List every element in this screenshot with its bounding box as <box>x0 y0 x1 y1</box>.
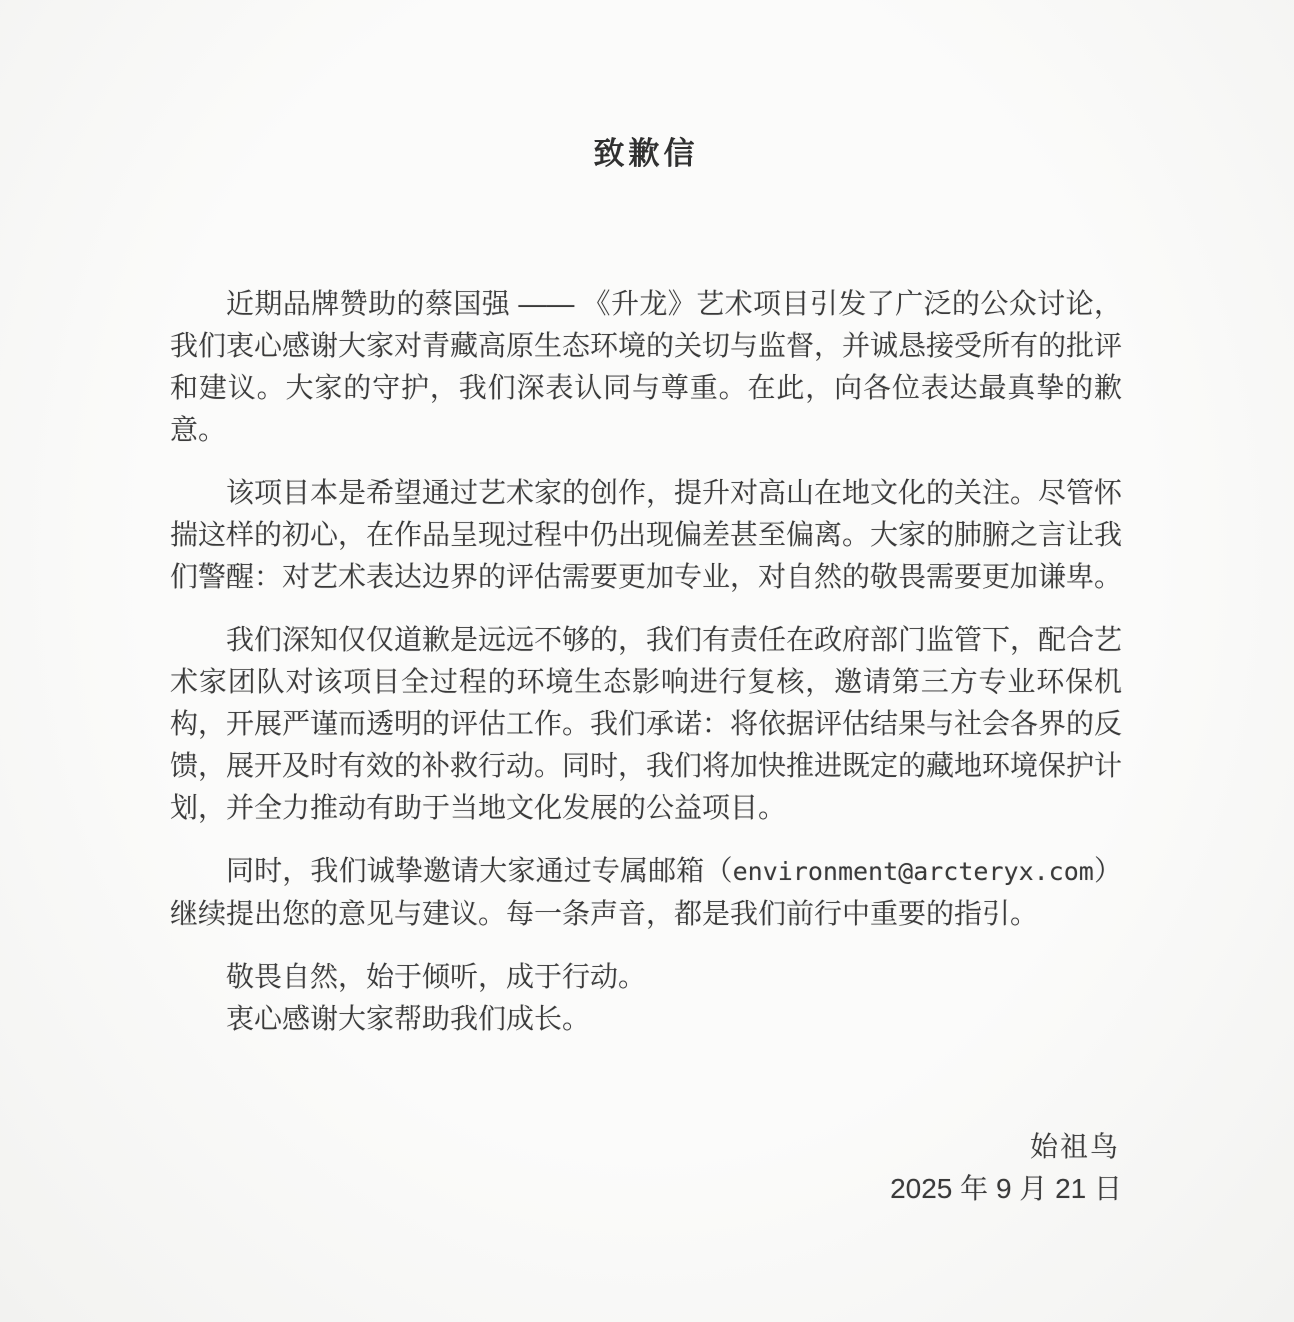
letter-paragraph-2: 该项目本是希望通过艺术家的创作，提升对高山在地文化的关注。尽管怀揣这样的初心，在作品呈现过程中仍出现偏差甚至偏离。大家的肺腑之言让我们警醒：对艺术表达边界的评估需要更加专业，对自然的敬畏需要更加谦卑。 <box>170 477 1123 592</box>
letter-paragraph-3: 我们深知仅仅道歉是远远不够的，我们有责任在政府部门监管下，配合艺术家团队对该项目全过程的环境生态影响进行复核，邀请第三方专业环保机构，开展严谨而透明的评估工作。我们承诺：将依据评估结果与社会各界的反馈，展开及时有效的补救行动。同时，我们将加快推进既定的藏地环境保护计划，并全力推动有助于当地文化发展的公益项目。 <box>170 624 1123 823</box>
letter-paragraph-1: 近期品牌赞助的蔡国强 —— 《升龙》艺术项目引发了广泛的公众讨论，我们衷心感谢大家对青藏高原生态环境的关切与监督，并诚恳接受所有的批评和建议。大家的守护，我们深表认同与尊重。在此，向各位表达最真挚的歉意。 <box>170 288 1123 445</box>
brand-signature: 始祖鸟 <box>1029 1131 1120 1162</box>
paragraph-4-text-before-email: 同时，我们诚挚邀请大家通过专属邮箱（ <box>226 855 733 886</box>
paragraph-4-text-after-email: ）继续提出您的意见与建议。每一条声音，都是我们前行中重要的指引。 <box>170 855 1122 929</box>
letter-paragraph-4 <box>170 850 1122 935</box>
closing-line-2: 衷心感谢大家帮助我们成长。 <box>226 1003 591 1034</box>
apology-letter <box>170 0 1122 1210</box>
closing-line-1: 敬畏自然，始于倾听，成于行动。 <box>226 961 647 992</box>
signature-block <box>170 1126 1122 1210</box>
letter-date: 2025 年 9 月 21 日 <box>890 1173 1122 1204</box>
letter-title: 致歉信 <box>593 136 699 171</box>
closing-lines <box>170 956 1122 1040</box>
letter-body <box>170 283 1122 1040</box>
contact-email: environment@arcteryx.com <box>732 857 1094 886</box>
